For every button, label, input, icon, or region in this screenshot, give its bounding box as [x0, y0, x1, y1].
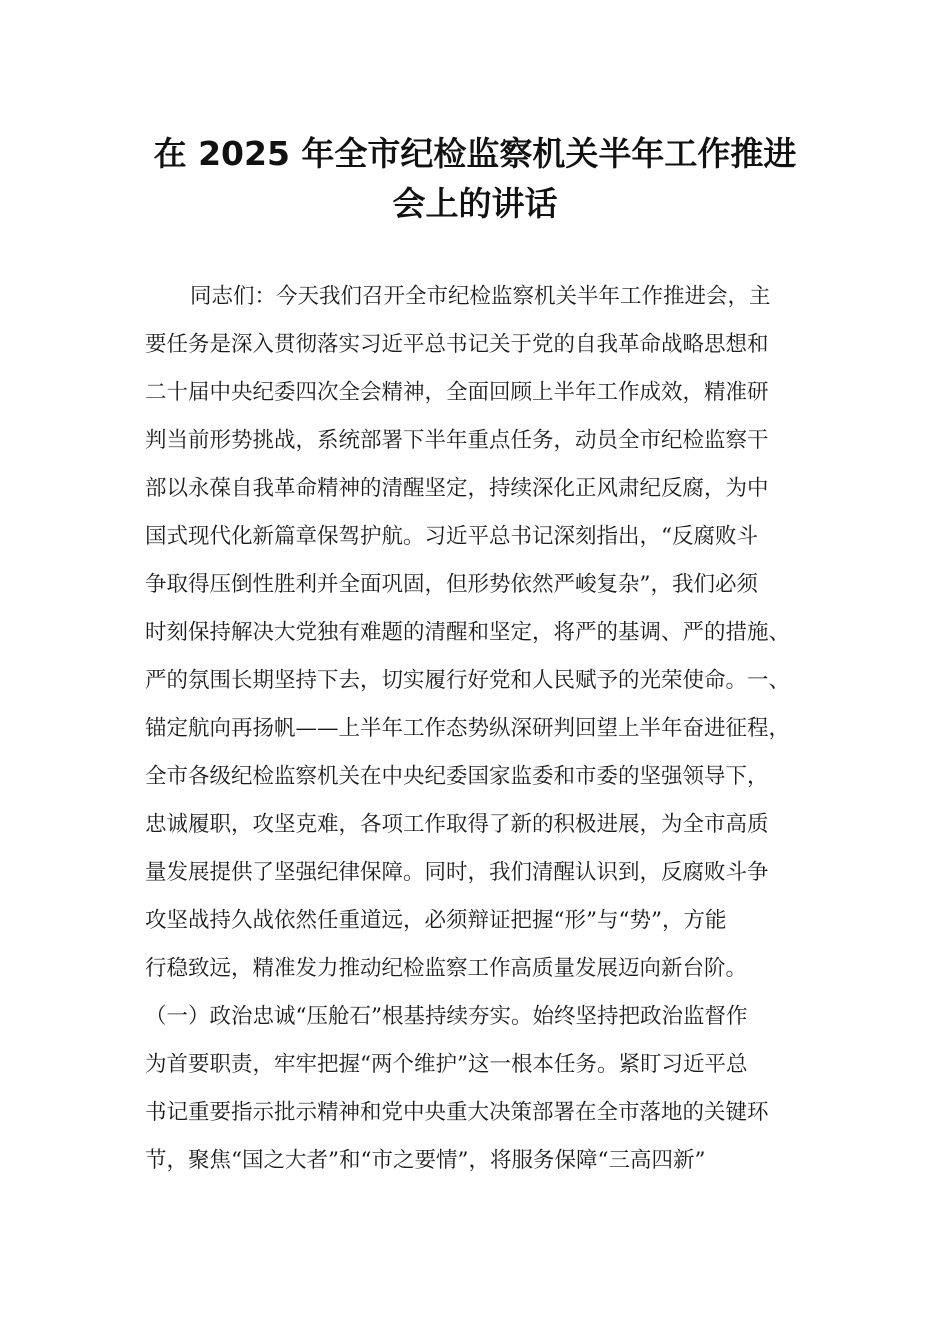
- paragraph-line: 时刻保持解决大党独有难题的清醒和坚定，将严的基调、严的措施、: [145, 620, 791, 645]
- paragraph-line: 同志们：今天我们召开全市纪检监察机关半年工作推进会，主: [190, 284, 771, 309]
- document-title-line-2: 会上的讲话: [392, 184, 558, 223]
- paragraph-line: 忠诚履职，攻坚克难，各项工作取得了新的积极进展，为全市高质: [145, 812, 769, 837]
- paragraph-line: 要任务是深入贯彻落实习近平总书记关于党的自我革命战略思想和: [145, 332, 769, 357]
- paragraph-line: 书记重要指示批示精神和党中央重大决策部署在全市落地的关键环: [145, 1100, 769, 1125]
- paragraph-line: 二十届中央纪委四次全会精神，全面回顾上半年工作成效，精准研: [145, 380, 769, 405]
- paragraph-line: 攻坚战持久战依然任重道远，必须辩证把握“形”与“势”，方能: [145, 908, 727, 933]
- document-title-line-1: 在 2025 年全市纪检监察机关半年工作推进: [153, 134, 797, 173]
- paragraph-line: 节，聚焦“国之大者”和“市之要情”，将服务保障“三高四新”: [145, 1148, 706, 1173]
- paragraph-line: 争取得压倒性胜利并全面巩固，但形势依然严峻复杂”，我们必须: [145, 572, 758, 597]
- paragraph-line: （一）政治忠诚“压舱石”根基持续夯实。始终坚持把政治监督作: [145, 1004, 748, 1029]
- paragraph-line: 国式现代化新篇章保驾护航。习近平总书记深刻指出，“反腐败斗: [145, 524, 758, 549]
- paragraph-line: 量发展提供了坚强纪律保障。同时，我们清醒认识到，反腐败斗争: [145, 860, 769, 885]
- paragraph-line: 全市各级纪检监察机关在中央纪委国家监委和市委的坚强领导下，: [145, 764, 769, 789]
- paragraph-line: 部以永葆自我革命精神的清醒坚定，持续深化正风肃纪反腐，为中: [145, 476, 769, 501]
- paragraph-line: 严的氛围长期坚持下去，切实履行好党和人民赋予的光荣使命。一、: [145, 668, 791, 693]
- paragraph-line: 为首要职责，牢牢把握“两个维护”这一根本任务。紧盯习近平总: [145, 1052, 748, 1077]
- paragraph-line: 判当前形势挑战，系统部署下半年重点任务，动员全市纪检监察干: [145, 428, 769, 453]
- paragraph-line: 锚定航向再扬帆——上半年工作态势纵深研判回望上半年奋进征程，: [145, 716, 791, 741]
- paragraph-line: 行稳致远，精准发力推动纪检监察工作高质量发展迈向新台阶。: [145, 956, 748, 981]
